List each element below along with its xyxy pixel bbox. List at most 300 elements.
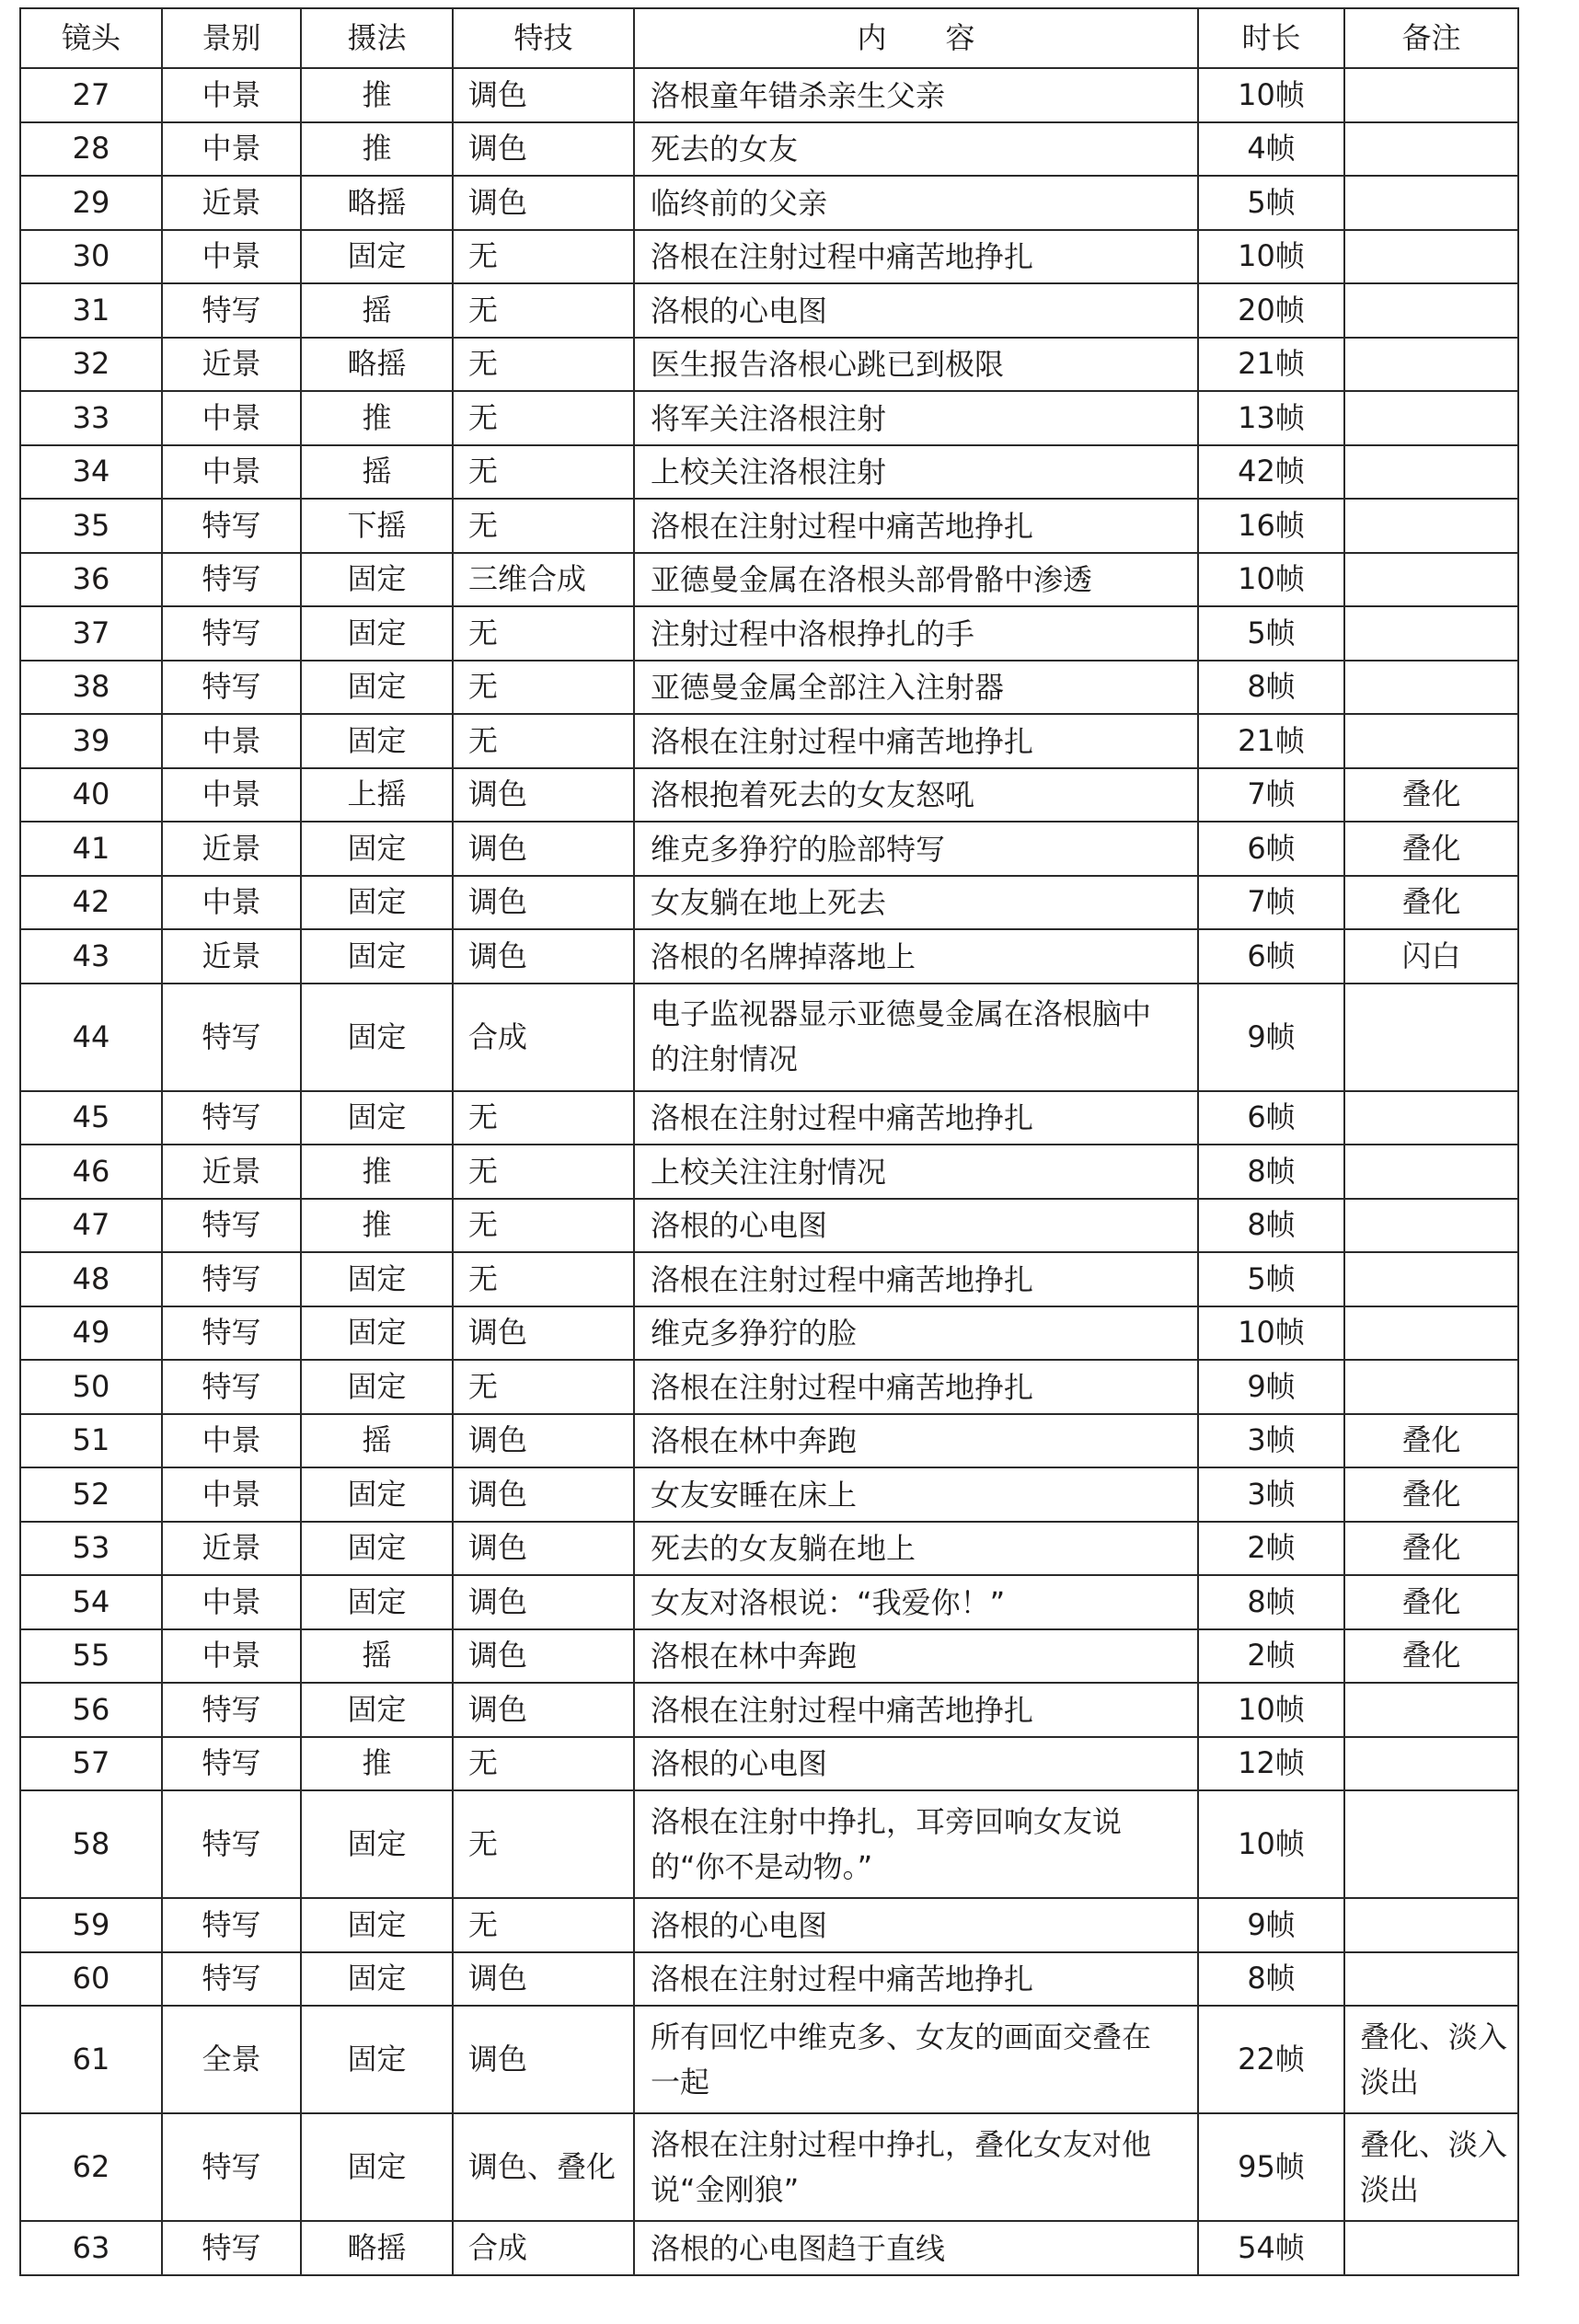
cell-scale (162, 606, 301, 661)
content-text: 洛根在林中奔跑 (651, 1423, 858, 1458)
cell-content (634, 1199, 1198, 1253)
cell-content (634, 391, 1198, 445)
cell-duration (1198, 1898, 1344, 1952)
camera-text: 固定 (347, 1961, 407, 1996)
table-row (20, 1252, 1518, 1306)
cell-shot (20, 1629, 162, 1684)
content-text: 洛根在注射过程中痛苦地挣扎 (651, 723, 1034, 759)
notes-text: 叠化 (1401, 777, 1461, 812)
camera-text: 固定 (347, 884, 407, 920)
cell-content (634, 445, 1198, 500)
content-text: 所有回忆中维克多、女友的画面交叠在一起 (651, 2019, 1152, 2100)
cell-shot (20, 68, 162, 122)
effects-text: 调色 (468, 1638, 528, 1674)
cell-content (634, 553, 1198, 607)
effects-text: 调色 (468, 938, 528, 973)
content-text: 电子监视器显示亚德曼金属在洛根脑中的注射情况 (651, 996, 1152, 1076)
duration-text: 10帧 (1238, 1826, 1305, 1861)
effects-text: 调色 (468, 76, 528, 112)
shot-text: 31 (72, 292, 110, 328)
scale-text: 中景 (202, 1583, 261, 1619)
cell-scale (162, 1790, 301, 1898)
duration-text: 5帧 (1247, 615, 1296, 650)
shot-text: 35 (72, 507, 110, 543)
cell-content (634, 714, 1198, 768)
cell-duration (1198, 1522, 1344, 1576)
table-row (20, 2221, 1518, 2275)
duration-text: 6帧 (1247, 830, 1296, 866)
scale-text: 特写 (202, 1368, 261, 1404)
duration-text: 9帧 (1247, 1018, 1296, 1054)
cell-scale (162, 499, 301, 553)
cell-camera (301, 714, 453, 768)
duration-text: 6帧 (1247, 938, 1296, 973)
cell-shot (20, 1252, 162, 1306)
table-row (20, 283, 1518, 338)
content-text: 临终前的父亲 (651, 185, 828, 221)
cell-notes (1344, 1467, 1518, 1522)
scale-text: 中景 (202, 884, 261, 920)
cell-scale (162, 283, 301, 338)
scale-text: 近景 (202, 346, 261, 382)
cell-effects (453, 176, 634, 230)
shot-text: 47 (72, 1207, 110, 1243)
effects-text: 合成 (468, 1018, 528, 1054)
content-text: 死去的女友 (651, 132, 799, 167)
duration-text: 5帧 (1247, 1260, 1296, 1296)
cell-content (634, 1683, 1198, 1737)
cell-shot (20, 391, 162, 445)
header-camera: 摄法 (301, 8, 453, 68)
cell-shot (20, 283, 162, 338)
camera-text: 固定 (347, 1368, 407, 1404)
scale-text: 特写 (202, 1826, 261, 1861)
table-row (20, 876, 1518, 930)
cell-camera (301, 1091, 453, 1145)
cell-duration (1198, 1575, 1344, 1629)
table-body (20, 68, 1518, 2275)
content-text: 洛根的心电图 (651, 1746, 828, 1781)
header-content: 内 容 (634, 8, 1198, 68)
cell-scale (162, 553, 301, 607)
notes-text: 闪白 (1401, 938, 1461, 973)
effects-text: 无 (468, 399, 499, 435)
cell-shot (20, 1199, 162, 1253)
scale-text: 特写 (202, 1745, 261, 1781)
content-text: 女友对洛根说：“我爱你！” (651, 1584, 1006, 1620)
cell-shot (20, 553, 162, 607)
cell-notes (1344, 984, 1518, 1091)
effects-text: 无 (468, 1906, 499, 1942)
cell-duration (1198, 1952, 1344, 2007)
cell-content (634, 1629, 1198, 1684)
cell-duration (1198, 1629, 1344, 1684)
header-scale: 景别 (162, 8, 301, 68)
effects-text: 无 (468, 1099, 499, 1135)
cell-camera (301, 338, 453, 392)
shot-text: 58 (72, 1826, 110, 1861)
cell-content (634, 768, 1198, 823)
cell-scale (162, 714, 301, 768)
camera-text: 固定 (347, 1018, 407, 1054)
cell-duration (1198, 822, 1344, 876)
cell-camera (301, 929, 453, 984)
camera-text: 推 (362, 399, 392, 435)
cell-camera (301, 2006, 453, 2113)
duration-text: 2帧 (1247, 1638, 1296, 1674)
scale-text: 特写 (202, 615, 261, 650)
cell-shot (20, 929, 162, 984)
shot-text: 39 (72, 722, 110, 758)
cell-notes (1344, 1252, 1518, 1306)
effects-text: 调色 (468, 1691, 528, 1727)
effects-text: 调色 (468, 1315, 528, 1351)
cell-shot (20, 1306, 162, 1361)
scale-text: 中景 (202, 454, 261, 489)
cell-notes (1344, 606, 1518, 661)
header-effects: 特技 (453, 8, 634, 68)
scale-text: 近景 (202, 1530, 261, 1566)
cell-camera (301, 1360, 453, 1414)
cell-effects (453, 929, 634, 984)
camera-text: 摇 (362, 292, 392, 328)
cell-notes (1344, 1306, 1518, 1361)
scale-text: 特写 (202, 507, 261, 543)
notes-text: 叠化 (1401, 1476, 1461, 1512)
duration-text: 3帧 (1247, 1422, 1296, 1458)
cell-scale (162, 230, 301, 284)
shot-text: 29 (72, 184, 110, 220)
cell-duration (1198, 2113, 1344, 2221)
camera-text: 推 (362, 1153, 392, 1189)
scale-text: 特写 (202, 1691, 261, 1727)
cell-scale (162, 176, 301, 230)
cell-camera (301, 661, 453, 715)
cell-camera (301, 122, 453, 177)
shot-text: 60 (72, 1961, 110, 1996)
camera-text: 下摇 (347, 507, 407, 543)
cell-notes (1344, 553, 1518, 607)
cell-duration (1198, 499, 1344, 553)
cell-notes (1344, 1898, 1518, 1952)
scale-text: 特写 (202, 1018, 261, 1054)
cell-content (634, 606, 1198, 661)
cell-shot (20, 1467, 162, 1522)
effects-text: 调色 (468, 777, 528, 812)
cell-duration (1198, 1683, 1344, 1737)
shot-text: 53 (72, 1530, 110, 1566)
duration-text: 8帧 (1247, 1583, 1296, 1619)
camera-text: 固定 (347, 669, 407, 705)
cell-duration (1198, 876, 1344, 930)
effects-text: 无 (468, 1153, 499, 1189)
table-row (20, 1467, 1518, 1522)
cell-notes (1344, 1522, 1518, 1576)
table-row (20, 1790, 1518, 1898)
cell-duration (1198, 1414, 1344, 1468)
cell-content (634, 68, 1198, 122)
cell-scale (162, 68, 301, 122)
cell-effects (453, 876, 634, 930)
content-text: 亚德曼金属在洛根头部骨骼中渗透 (651, 562, 1093, 597)
cell-effects (453, 445, 634, 500)
cell-content (634, 122, 1198, 177)
effects-text: 调色 (468, 1530, 528, 1566)
cell-shot (20, 1683, 162, 1737)
cell-notes (1344, 391, 1518, 445)
cell-effects (453, 2221, 634, 2275)
cell-effects (453, 1737, 634, 1791)
shot-text: 59 (72, 1906, 110, 1942)
scale-text: 特写 (202, 561, 261, 597)
cell-effects (453, 1467, 634, 1522)
cell-notes (1344, 876, 1518, 930)
content-text: 上校关注注射情况 (651, 1154, 887, 1190)
cell-scale (162, 1467, 301, 1522)
cell-duration (1198, 1790, 1344, 1898)
cell-notes (1344, 1629, 1518, 1684)
cell-notes (1344, 338, 1518, 392)
camera-text: 固定 (347, 1260, 407, 1296)
scale-text: 近景 (202, 830, 261, 866)
camera-text: 固定 (347, 561, 407, 597)
table-row (20, 822, 1518, 876)
cell-camera (301, 1952, 453, 2007)
camera-text: 摇 (362, 1422, 392, 1458)
cell-effects (453, 1145, 634, 1199)
camera-text: 推 (362, 76, 392, 112)
table-row (20, 391, 1518, 445)
shot-text: 46 (72, 1153, 110, 1189)
table-row (20, 1306, 1518, 1361)
cell-content (634, 338, 1198, 392)
cell-content (634, 661, 1198, 715)
cell-scale (162, 1737, 301, 1791)
cell-effects (453, 1790, 634, 1898)
camera-text: 固定 (347, 1906, 407, 1942)
cell-notes (1344, 499, 1518, 553)
cell-duration (1198, 1145, 1344, 1199)
cell-shot (20, 2221, 162, 2275)
camera-text: 固定 (347, 1583, 407, 1619)
cell-effects (453, 1575, 634, 1629)
cell-scale (162, 445, 301, 500)
duration-text: 21帧 (1238, 722, 1305, 758)
cell-notes (1344, 1199, 1518, 1253)
cell-scale (162, 391, 301, 445)
content-text: 上校关注洛根注射 (651, 454, 887, 489)
table-row (20, 768, 1518, 823)
cell-notes (1344, 283, 1518, 338)
camera-text: 略摇 (347, 2229, 407, 2265)
notes-text: 叠化 (1401, 1638, 1461, 1674)
scale-text: 特写 (202, 2229, 261, 2265)
shot-text: 63 (72, 2229, 110, 2265)
cell-notes (1344, 1683, 1518, 1737)
content-text: 洛根抱着死去的女友怒吼 (651, 777, 975, 812)
cell-shot (20, 1737, 162, 1791)
cell-duration (1198, 606, 1344, 661)
cell-content (634, 876, 1198, 930)
cell-content (634, 1952, 1198, 2007)
effects-text: 三维合成 (468, 561, 587, 597)
cell-scale (162, 2113, 301, 2221)
content-text: 维克多狰狞的脸 (651, 1316, 858, 1351)
cell-notes (1344, 68, 1518, 122)
content-text: 洛根在注射过程中痛苦地挣扎 (651, 1261, 1034, 1297)
cell-scale (162, 338, 301, 392)
content-text: 死去的女友躺在地上 (651, 1531, 916, 1566)
duration-text: 2帧 (1247, 1530, 1296, 1566)
content-text: 维克多狰狞的脸部特写 (651, 831, 946, 867)
scale-text: 特写 (202, 1207, 261, 1243)
cell-duration (1198, 1199, 1344, 1253)
cell-scale (162, 1629, 301, 1684)
cell-content (634, 929, 1198, 984)
cell-scale (162, 1898, 301, 1952)
cell-scale (162, 122, 301, 177)
table-row (20, 1952, 1518, 2007)
table-row (20, 1737, 1518, 1791)
duration-text: 3帧 (1247, 1476, 1296, 1512)
cell-content (634, 1414, 1198, 1468)
cell-shot (20, 661, 162, 715)
cell-camera (301, 606, 453, 661)
effects-text: 无 (468, 1368, 499, 1404)
table-row (20, 984, 1518, 1091)
shot-text: 49 (72, 1315, 110, 1351)
cell-scale (162, 1091, 301, 1145)
duration-text: 54帧 (1238, 2229, 1305, 2265)
effects-text: 无 (468, 1260, 499, 1296)
cell-scale (162, 1360, 301, 1414)
table-row (20, 1683, 1518, 1737)
scale-text: 特写 (202, 1906, 261, 1942)
cell-shot (20, 176, 162, 230)
cell-shot (20, 2006, 162, 2113)
cell-content (634, 1737, 1198, 1791)
cell-scale (162, 1145, 301, 1199)
cell-camera (301, 1252, 453, 1306)
notes-text: 叠化 (1401, 884, 1461, 920)
shot-text: 61 (72, 2042, 110, 2077)
cell-shot (20, 1360, 162, 1414)
cell-camera (301, 553, 453, 607)
cell-notes (1344, 822, 1518, 876)
duration-text: 16帧 (1238, 507, 1305, 543)
cell-effects (453, 768, 634, 823)
table-header (20, 8, 1518, 68)
camera-text: 固定 (347, 938, 407, 973)
effects-text: 无 (468, 454, 499, 489)
scale-text: 中景 (202, 131, 261, 167)
shot-text: 27 (72, 76, 110, 112)
content-text: 洛根在注射过程中痛苦地挣扎 (651, 239, 1034, 274)
duration-text: 13帧 (1238, 399, 1305, 435)
cell-shot (20, 1898, 162, 1952)
effects-text: 调色 (468, 830, 528, 866)
table-row (20, 1629, 1518, 1684)
cell-notes (1344, 1091, 1518, 1145)
cell-duration (1198, 714, 1344, 768)
shot-text: 44 (72, 1018, 110, 1054)
table-row (20, 1360, 1518, 1414)
cell-camera (301, 1414, 453, 1468)
cell-effects (453, 338, 634, 392)
cell-shot (20, 606, 162, 661)
cell-content (634, 1790, 1198, 1898)
duration-text: 8帧 (1247, 669, 1296, 705)
cell-camera (301, 1575, 453, 1629)
effects-text: 无 (468, 346, 499, 382)
cell-shot (20, 714, 162, 768)
cell-content (634, 2221, 1198, 2275)
cell-camera (301, 283, 453, 338)
shot-text: 50 (72, 1368, 110, 1404)
camera-text: 推 (362, 1745, 392, 1781)
effects-text: 调色 (468, 1583, 528, 1619)
scale-text: 近景 (202, 184, 261, 220)
header-shot: 镜头 (20, 8, 162, 68)
content-text: 洛根在注射过程中痛苦地挣扎 (651, 1100, 1034, 1135)
content-text: 女友安睡在床上 (651, 1477, 858, 1513)
header-duration: 时长 (1198, 8, 1344, 68)
cell-content (634, 283, 1198, 338)
effects-text: 无 (468, 507, 499, 543)
cell-effects (453, 1252, 634, 1306)
duration-text: 8帧 (1247, 1207, 1296, 1243)
cell-shot (20, 876, 162, 930)
shot-text: 40 (72, 777, 110, 812)
scale-text: 特写 (202, 669, 261, 705)
cell-scale (162, 1522, 301, 1576)
cell-scale (162, 876, 301, 930)
effects-text: 调色 (468, 131, 528, 167)
table-row (20, 553, 1518, 607)
content-text: 注射过程中洛根挣扎的手 (651, 616, 975, 651)
cell-shot (20, 1145, 162, 1199)
cell-effects (453, 1199, 634, 1253)
scale-text: 特写 (202, 2149, 261, 2184)
camera-text: 固定 (347, 1476, 407, 1512)
camera-text: 摇 (362, 1638, 392, 1674)
duration-text: 95帧 (1238, 2149, 1305, 2184)
effects-text: 无 (468, 615, 499, 650)
cell-scale (162, 1252, 301, 1306)
cell-scale (162, 929, 301, 984)
cell-effects (453, 1414, 634, 1468)
cell-camera (301, 1629, 453, 1684)
effects-text: 无 (468, 669, 499, 705)
scale-text: 中景 (202, 1476, 261, 1512)
scale-text: 特写 (202, 1961, 261, 1996)
scale-text: 近景 (202, 938, 261, 973)
cell-effects (453, 714, 634, 768)
camera-text: 固定 (347, 2042, 407, 2077)
content-text: 洛根在注射过程中挣扎，叠化女友对他说“金刚狼” (651, 2126, 1152, 2207)
cell-effects (453, 1898, 634, 1952)
effects-text: 无 (468, 1826, 499, 1861)
cell-notes (1344, 230, 1518, 284)
content-text: 洛根在注射过程中痛苦地挣扎 (651, 1962, 1034, 1996)
cell-content (634, 1145, 1198, 1199)
camera-text: 固定 (347, 1315, 407, 1351)
cell-effects (453, 822, 634, 876)
cell-duration (1198, 1252, 1344, 1306)
camera-text: 固定 (347, 1530, 407, 1566)
cell-notes (1344, 929, 1518, 984)
cell-content (634, 499, 1198, 553)
